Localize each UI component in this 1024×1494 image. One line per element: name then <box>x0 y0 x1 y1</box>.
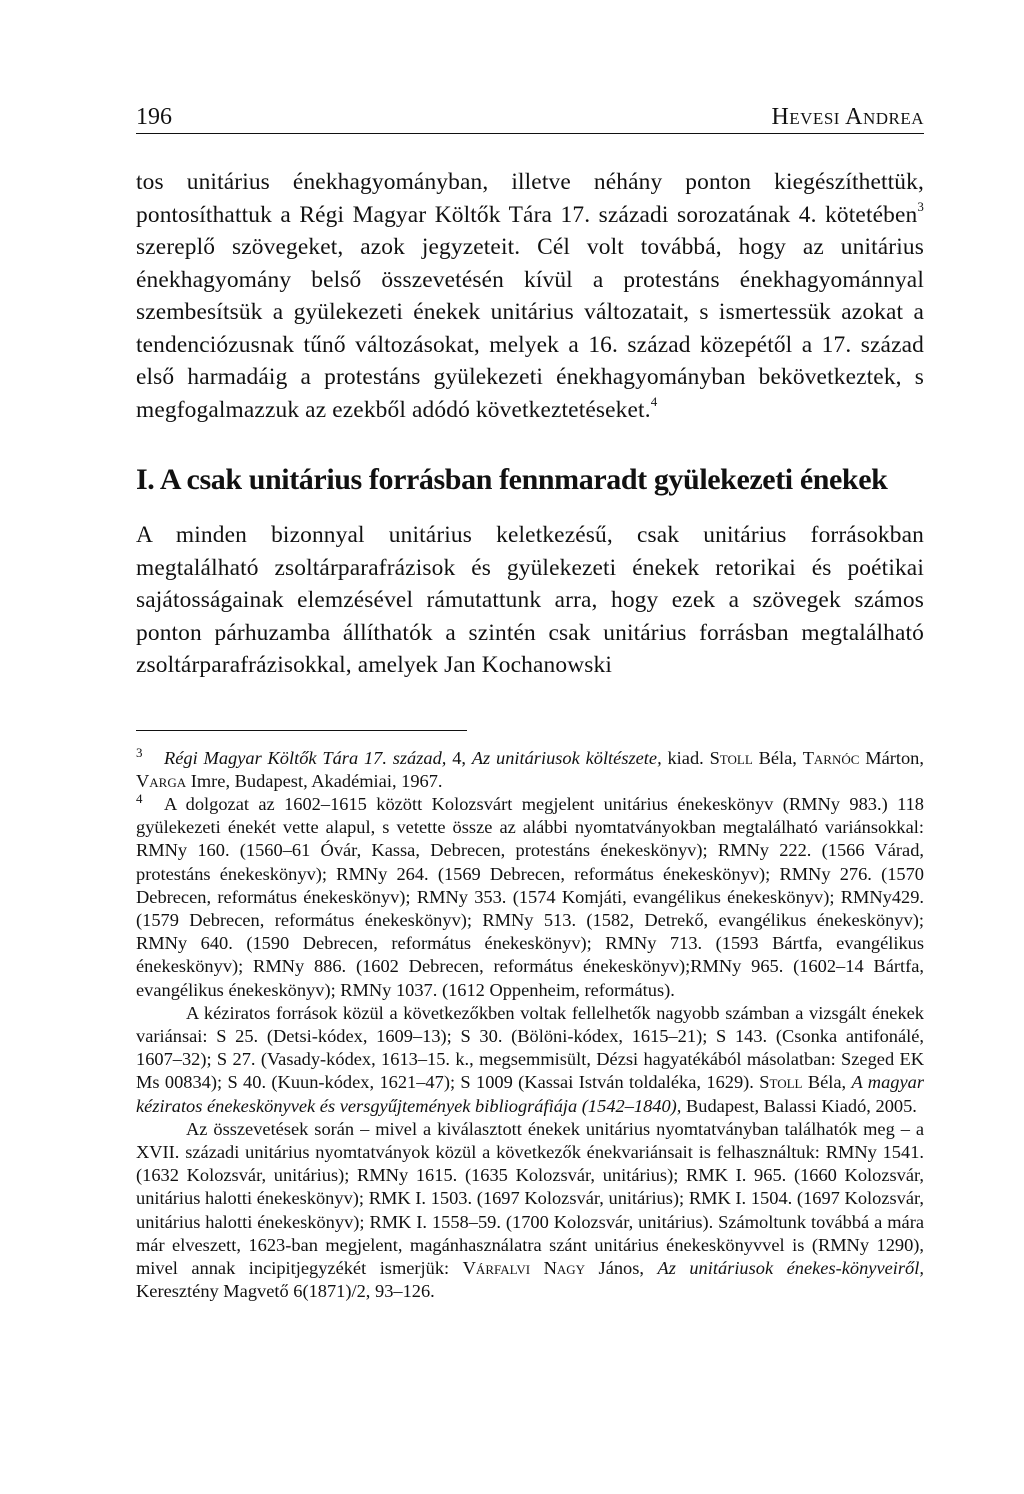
footnote-text: Budapest, Balassi Kiadó, 2005. <box>681 1095 917 1116</box>
section-heading: I. A csak unitárius forrásban fennmaradt gyülekezeti énekek <box>136 463 888 496</box>
intro-paragraph <box>136 166 924 426</box>
footnote-text: Keresztény Magvető 6(1871)/2, 93–126. <box>136 1281 435 1302</box>
page-header <box>136 96 924 134</box>
running-head: Hevesi Andrea <box>771 104 924 130</box>
author-name: Varga <box>136 770 187 791</box>
intro-text-1: tos unitárius énekhagyományban, illetve néhány ponton kiegészíthettük, pontosíthattuk a Régi Magyar Költők Tára 17. századi sorozatának 4. kötetében <box>136 169 924 228</box>
footnote-3 <box>136 744 924 793</box>
footnote-4 <box>136 790 924 1002</box>
article-title: Az unitáriusok énekes-könyveiről, <box>657 1257 924 1278</box>
author-name: Tarnóc <box>802 747 860 768</box>
footnote-4-paragraph-2 <box>136 1002 924 1118</box>
book-title: A magyar kéziratos énekeskönyvek és versgyűjtemények bibliográfiája (1542–1840), <box>136 1072 924 1116</box>
author-name: Stoll <box>709 747 753 768</box>
footnote-text: Béla, <box>802 1072 852 1093</box>
footnote-separator <box>136 730 467 731</box>
footnote-text: A kéziratos források közül a következőkben voltak fellelhetők nagyobb számban a vizsgált énekek variánsai: S 25. (Detsi-kódex, 1609–13); S 30. (Bölöni-kódex, 1615–21); S 143. (Csonka antifonálé, 1607–32); S 27. (Vasady-kódex, 1613–15. k., megsemmisült, Dézsi hagyatékából másolatban: Szeged EK Ms 00834); S 40. (Kuun-kódex, 1621–47); S 1009 (Kassai István toldaléka, 1629). <box>136 1002 924 1093</box>
footnote-3-title: Régi Magyar Költők Tára 17. század, <box>164 747 447 768</box>
page-number: 196 <box>136 104 172 130</box>
author-name: Stoll <box>759 1072 803 1093</box>
footnote-text: János, <box>585 1257 658 1278</box>
footnote-number: 3 <box>136 744 143 760</box>
footnote-ref-4: 4 <box>650 393 658 409</box>
intro-text-2: szereplő szövegeket, azok jegyzeteit. Cél volt továbbá, hogy az unitárius énekhagyomány belső összevetésén kívül a protestáns énekhagyománnyal szembesítsük a gyülekezeti énekek unitárius változatait, s ismertessük azokat a tendenciózusnak tűnő változásokat, melyek a 16. század közepétől a 17. század első harmadáig a protestáns gyülekezeti énekhagyományban bekövetkeztek, s megfogalmazzuk az ezekből adódó következtetéseket. <box>136 234 924 423</box>
footnote-3-title2: Az unitáriusok költészete, <box>471 747 662 768</box>
author-name: Várfalvi Nagy <box>462 1257 586 1278</box>
footnote-number: 4 <box>136 790 143 806</box>
footnote-4-paragraph-3 <box>136 1118 924 1304</box>
footnote-text: 4, <box>446 747 472 768</box>
footnote-ref-3: 3 <box>917 198 924 214</box>
footnote-text: kiad. <box>661 747 710 768</box>
footnote-text: Az összevetések során – mivel a kiválasztott énekek unitárius nyomtatványban találhatók meg – a XVII. századi unitárius nyomtatványok közül a következők énekvariánsait is felhasználtuk: RMNy 1541. (1632 Kolozsvár, unitárius); RMNy 1615. (1635 Kolozsvár, unitárius); RMK I. 965. (1660 Kolozsvár, unitárius halotti énekeskönyv); RMK I. 1503. (1697 Kolozsvár, unitárius); RMK I. 1504. (1697 Kolozsvár, unitárius halotti énekeskönyv); RMK I. 1558–59. (1700 Kolozsvár, unitárius). Számoltunk továbbá a mára már elveszett, 1623-ban megjelent, magánhasználatra szánt unitárius énekeskönyvvel is (RMNy 1290), mivel annak incipitjegyzékét ismerjük: <box>136 1118 924 1278</box>
footnote-text: Imre, Budapest, Akadémiai, 1967. <box>186 770 443 791</box>
footnote-text: Márton, <box>859 747 924 768</box>
footnotes <box>136 744 924 1304</box>
section-paragraph: A minden bizonnyal unitárius keletkezésű, csak unitárius forrásokban megtalálható zsoltárparafrázisok és gyülekezeti énekek retorikai és poétikai sajátosságainak elemzésével rámutattunk arra, hogy ezek a szövegek számos ponton párhuzamba állíthatók a szintén csak unitárius forrásban megtalálható zsoltárparafrázisokkal, amelyek Jan Kochanowski <box>136 522 924 678</box>
footnote-text: Béla, <box>752 747 803 768</box>
footnote-text: A dolgozat az 1602–1615 között Kolozsvárt megjelent unitárius énekeskönyv (RMNy 983.) 118 gyülekezeti énekét vette alapul, s vetette össze az alábbi nyomtatványokban megtalálható variánsokkal: RMNy 160. (1560–61 Óvár, Kassa, Debrecen, protestáns énekeskönyv); RMNy 222. (1566 Várad, protestáns énekeskönyv); RMNy 264. (1569 Debrecen, református énekeskönyv); RMNy 276. (1570 Debrecen, református énekeskönyv); RMNy 353. (1574 Komjáti, evangélikus énekeskönyv); RMNy429. (1579 Debrecen, református énekeskönyv); RMNy 513. (1582, Detrekő, evangélikus énekeskönyv); RMNy 640. (1590 Debrecen, református énekeskönyv); RMNy 713. (1593 Bártfa, evangélikus énekeskönyv); RMNy 886. (1602 Debrecen, református énekeskönyv);RMNy 965. (1602–14 Bártfa, evangélikus énekeskönyv); RMNy 1037. (1612 Oppenheim, református). <box>136 793 924 1000</box>
book-page <box>136 96 924 1303</box>
